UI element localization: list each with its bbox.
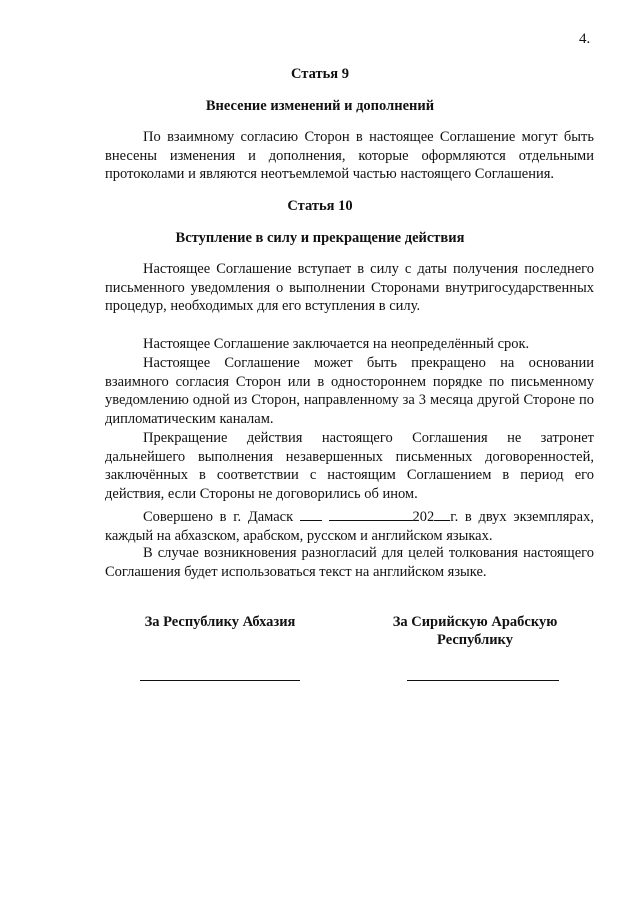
- article-9-subtitle: Внесение изменений и дополнений: [205, 98, 435, 114]
- article-10-paragraph-3: Настоящее Соглашение может быть прекращено на основании взаимного согласия Сторон или в одностороннем порядке по письменному уведомлению одной из Сторон, направленному за 3 месяца другой Стороне по дипломатическим каналам.: [105, 355, 594, 428]
- signature-right-line-2: Республику: [437, 632, 513, 648]
- article-10-paragraph-1: Настоящее Соглашение вступает в силу с даты получения последнего письменного уведомления о выполнении Сторонами внутригосударственных процедур, необходимых для его вступления в силу.: [105, 261, 594, 315]
- closing-discrepancy: В случае возникновения разногласий для целей толкования настоящего Соглашения будет использоваться текст на английском языке.: [105, 545, 594, 580]
- signature-right-line: [407, 680, 559, 681]
- article-10-title: Статья 10: [287, 198, 353, 214]
- day-blank: [300, 507, 322, 521]
- signature-left-line: [140, 680, 300, 681]
- year-blank: [434, 507, 450, 521]
- article-10-paragraph-4: Прекращение действия настоящего Соглашения не затронет дальнейшего выполнения незавершенных письменных договоренностей, заключённых в соответствии с настоящим Соглашением в период его действия, если Стороны не договорились об ином.: [105, 430, 594, 503]
- signature-right-label: [370, 613, 580, 649]
- closing-done-in: [105, 507, 594, 545]
- done-in-suffix: г. в двух экземплярах, каждый на абхазском, арабском, русском и английском языках.: [105, 509, 594, 544]
- article-10-paragraph-2: Настоящее Соглашение заключается на неопределённый срок.: [143, 336, 530, 352]
- page-number: 4.: [579, 31, 591, 47]
- article-10-subtitle: Вступление в силу и прекращение действия: [175, 230, 465, 246]
- article-9-paragraph: По взаимному согласию Сторон в настоящее Соглашение могут быть внесены изменения и дополнения, которые оформляются отдельными протоколами и являются неотъемлемой частью настоящего Соглашения.: [105, 129, 594, 183]
- year-text: 202: [412, 509, 435, 525]
- article-9-title: Статья 9: [291, 66, 349, 82]
- done-in-prefix: Совершено в г. Дамаск: [143, 509, 294, 525]
- signature-right-line-1: За Сирийскую Арабскую: [392, 614, 558, 630]
- month-blank: [329, 507, 413, 521]
- signature-left-label: За Республику Абхазия: [144, 614, 296, 630]
